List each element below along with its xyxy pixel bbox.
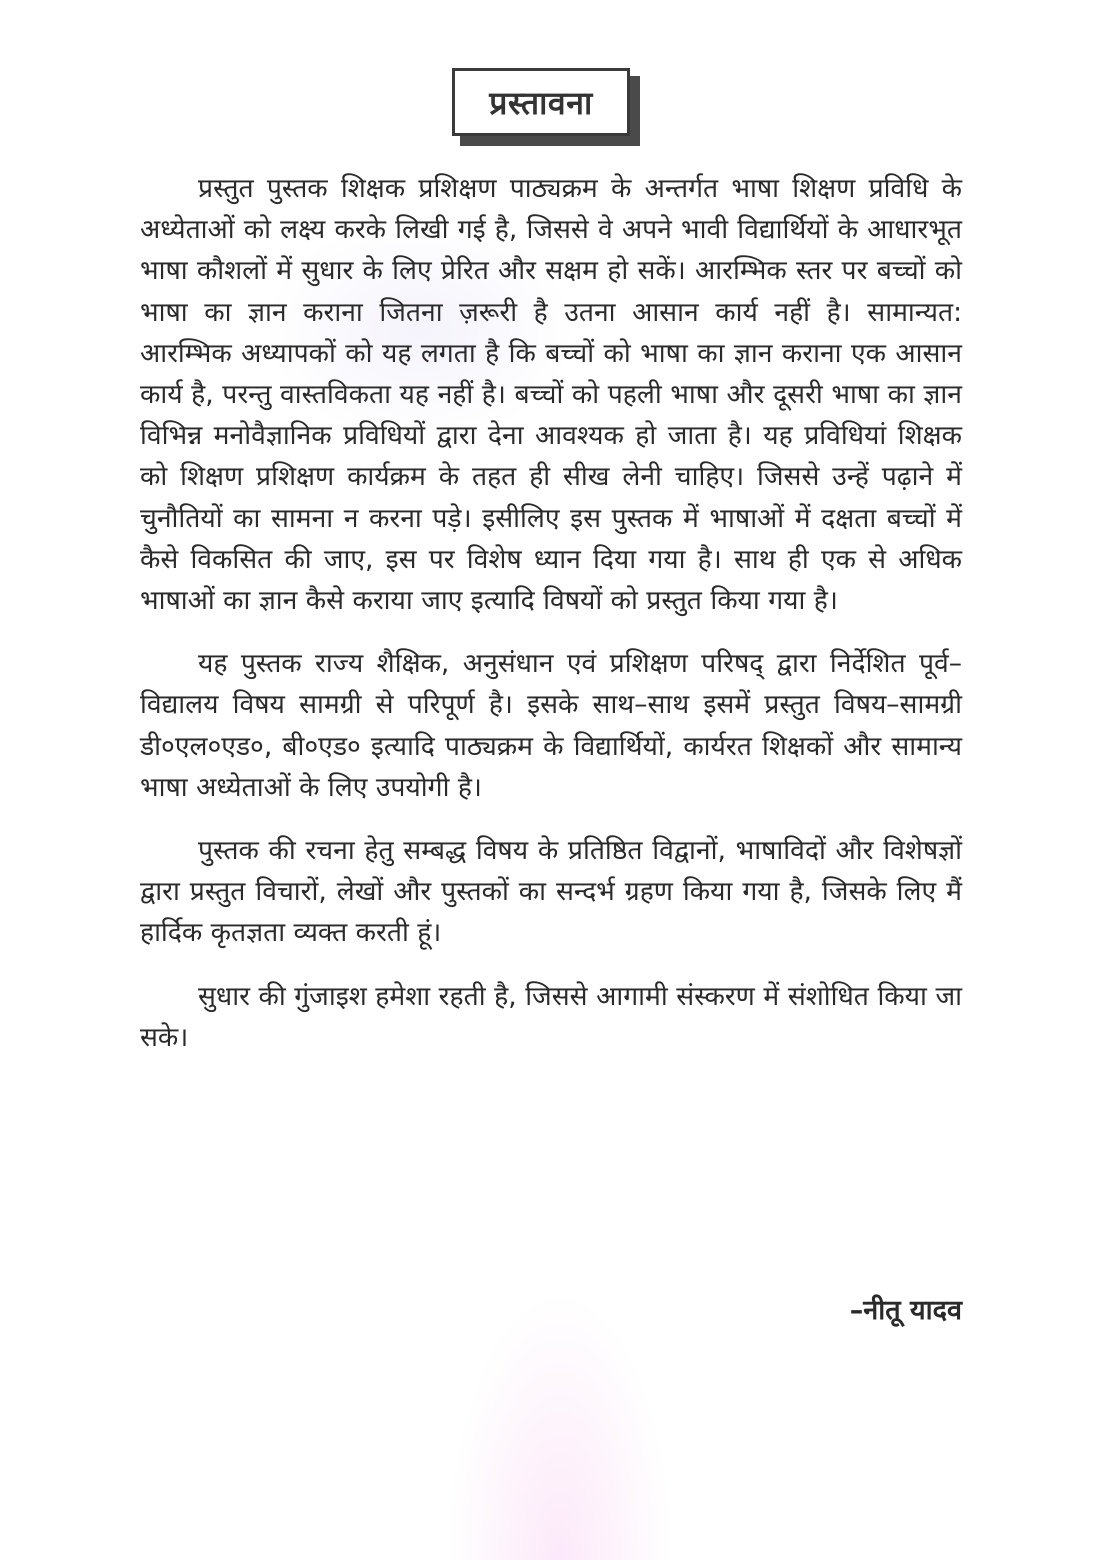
author-signature: –नीतू यादव [849, 1295, 962, 1326]
paragraph-2: यह पुस्तक राज्य शैक्षिक, अनुसंधान एवं प्रशिक्षण परिषद् द्वारा निर्देशित पूर्व–विद्यालय विषय सामग्री से परिपूर्ण है। इसके साथ–साथ इसमें प्रस्तुत विषय–सामग्री डी०एल०एड०, बी०एड० इत्यादि पाठ्यक्रम के विद्यार्थियों, कार्यरत शिक्षकों और सामान्य भाषा अध्येताओं के लिए उपयोगी है। [140, 648, 962, 803]
title-box-frame [452, 68, 630, 136]
page-title: प्रस्तावना [489, 83, 593, 122]
paragraph-3: पुस्तक की रचना हेतु सम्बद्ध विषय के प्रतिष्ठित विद्वानों, भाषाविदों और विशेषज्ञों द्वारा प्रस्तुत विचारों, लेखों और पुस्तकों का सन्दर्भ ग्रहण किया गया है, जिसके लिए मैं हार्दिक कृतज्ञता व्यक्त करती हूं। [140, 835, 962, 949]
title-box [452, 68, 640, 146]
preface-body [140, 168, 962, 1080]
paragraph-1: प्रस्तुत पुस्तक शिक्षक प्रशिक्षण पाठ्यक्रम के अन्तर्गत भाषा शिक्षण प्रविधि के अध्येताओं को लक्ष्य करके लिखी गई है, जिससे वे अपने भावी विद्यार्थियों के आधारभूत भाषा कौशलों में सुधार के लिए प्रेरित और सक्षम हो सकें। आरम्भिक स्तर पर बच्चों को भाषा का ज्ञान कराना जितना ज़रूरी है उतना आसान कार्य नहीं है। सामान्यत: आरम्भिक अध्यापकों को यह लगता है कि बच्चों को भाषा का ज्ञान कराना एक आसान कार्य है, परन्तु वास्तविकता यह नहीं है। बच्चों को पहली भाषा और दूसरी भाषा का ज्ञान विभिन्न मनोवैज्ञानिक प्रविधियों द्वारा देना आवश्यक हो जाता है। यह प्रविधियां शिक्षक को शिक्षण प्रशिक्षण कार्यक्रम के तहत ही सीख लेनी चाहिए। जिससे उन्हें पढ़ाने में चुनौतियों का सामना न करना पड़े। इसीलिए इस पुस्तक में भाषाओं में दक्षता बच्चों में कैसे विकसित की जाए, इस पर विशेष ध्यान दिया गया है। साथ ही एक से अधिक भाषाओं का ज्ञान कैसे कराया जाए इत्यादि विषयों को प्रस्तुत किया गया है। [140, 173, 962, 617]
paragraph-4: सुधार की गुंजाइश हमेशा रहती है, जिससे आगामी संस्करण में संशोधित किया जा सके। [140, 980, 962, 1053]
